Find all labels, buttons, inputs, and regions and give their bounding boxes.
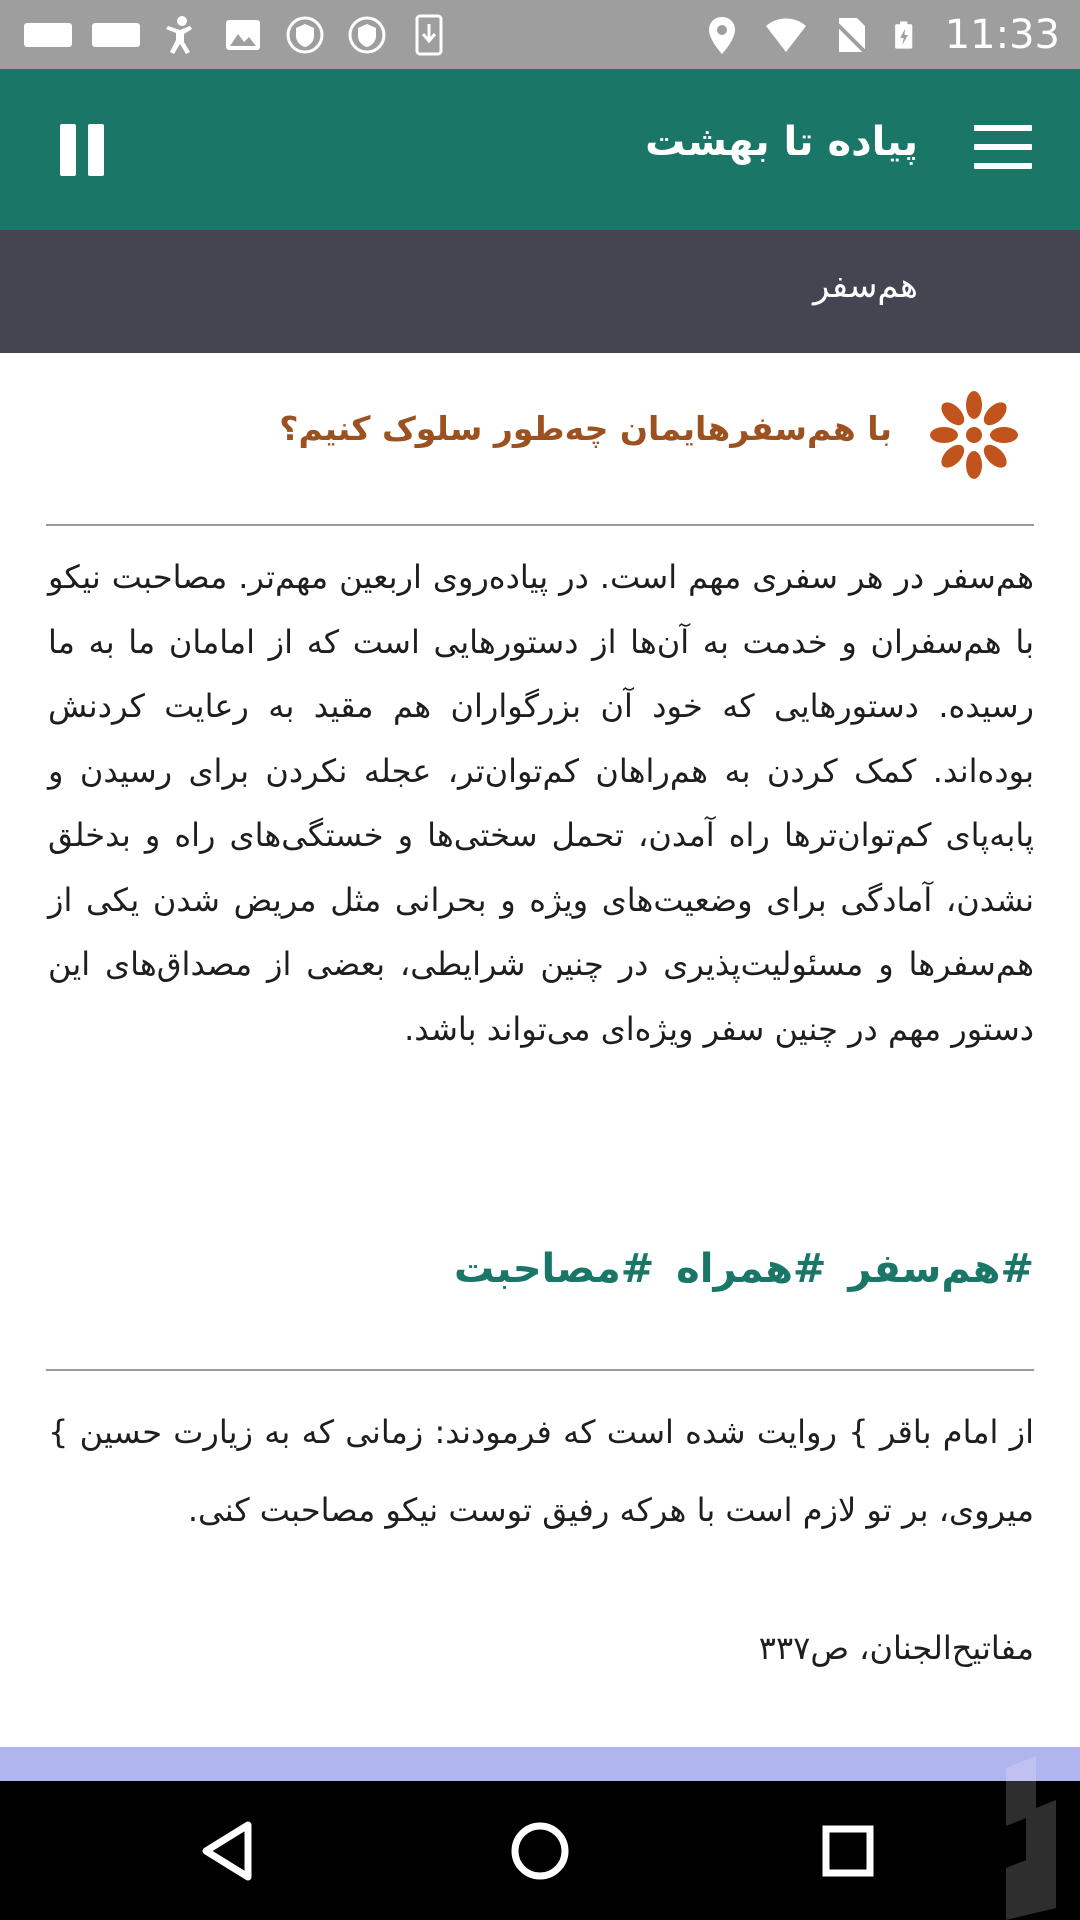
navigation-bar <box>0 1781 1080 1920</box>
section-bar <box>0 230 1080 353</box>
location-icon <box>701 14 743 56</box>
notification-rect-icon <box>92 23 140 47</box>
wifi-icon <box>765 14 807 56</box>
back-triangle-icon[interactable] <box>190 1811 270 1891</box>
article-title: با هم‌سفرهایمان چه‌طور سلوک کنیم؟ <box>279 409 892 448</box>
menu-icon[interactable] <box>974 125 1032 171</box>
home-circle-icon[interactable] <box>500 1811 580 1891</box>
article-content[interactable] <box>0 353 1080 1747</box>
app-title: پیاده تا بهشت <box>645 119 918 165</box>
article-body: هم‌سفر در هر سفری مهم است. در پیاده‌روی اربعین مهم‌تر. مصاحبت نیکو با هم‌سفران و خدمت به آن‌ها از دستورهایی است که از امامان ما به ما رسیده. دستورهایی که خود آن بزرگواران هم مقید به رعایت کردنش بوده‌اند. کمک کردن به هم‌راهان کم‌توان‌تر، عجله نکردن برای رسیدن و پابه‌پای کم‌توان‌ترها راه آمدن، تحمل سختی‌ها و خستگی‌های راه و بدخلق نشدن، آمادگی برای وضعیت‌های ویژه و بحرانی مثل مریض شدن یکی از هم‌سفرها و مسئولیت‌پذیری در چنین شرایطی، بعضی از مصداق‌های این دستور مهم در چنین سفر ویژه‌ای می‌تواند باشد. <box>48 558 1034 1048</box>
no-sim-icon <box>829 14 871 56</box>
recents-square-icon[interactable] <box>808 1811 888 1891</box>
quote-text: از امام باقر } روایت شده است که فرمودند: زمانی که به زیارت حسین } میروی، بر تو لازم است با هرکه رفیق توست نیکو مصاحبت کنی. <box>48 1413 1034 1529</box>
app-bar <box>0 69 1080 230</box>
status-time: 11:33 <box>944 11 1060 58</box>
shield-icon <box>346 14 388 56</box>
fitness-icon <box>160 14 202 56</box>
flower-icon <box>924 385 1024 485</box>
divider <box>46 524 1034 526</box>
image-icon <box>222 14 264 56</box>
system-icons <box>701 0 1060 69</box>
shield-icon <box>284 14 326 56</box>
status-bar <box>0 0 1080 69</box>
hashtags[interactable]: #هم‌سفر #همراه #مصاحبت <box>454 1246 1034 1292</box>
bottom-strip <box>0 1747 1080 1781</box>
notification-icons <box>24 14 450 56</box>
notification-rect-icon <box>24 23 72 47</box>
section-title: هم‌سفر <box>812 266 918 306</box>
download-icon <box>408 14 450 56</box>
pause-icon[interactable] <box>60 124 104 176</box>
divider <box>46 1369 1034 1371</box>
watermark-logo-icon <box>996 1748 1066 1920</box>
battery-charging-icon <box>893 14 923 56</box>
quote-source: مفاتیح‌الجنان، ص۳۳۷ <box>758 1629 1034 1667</box>
